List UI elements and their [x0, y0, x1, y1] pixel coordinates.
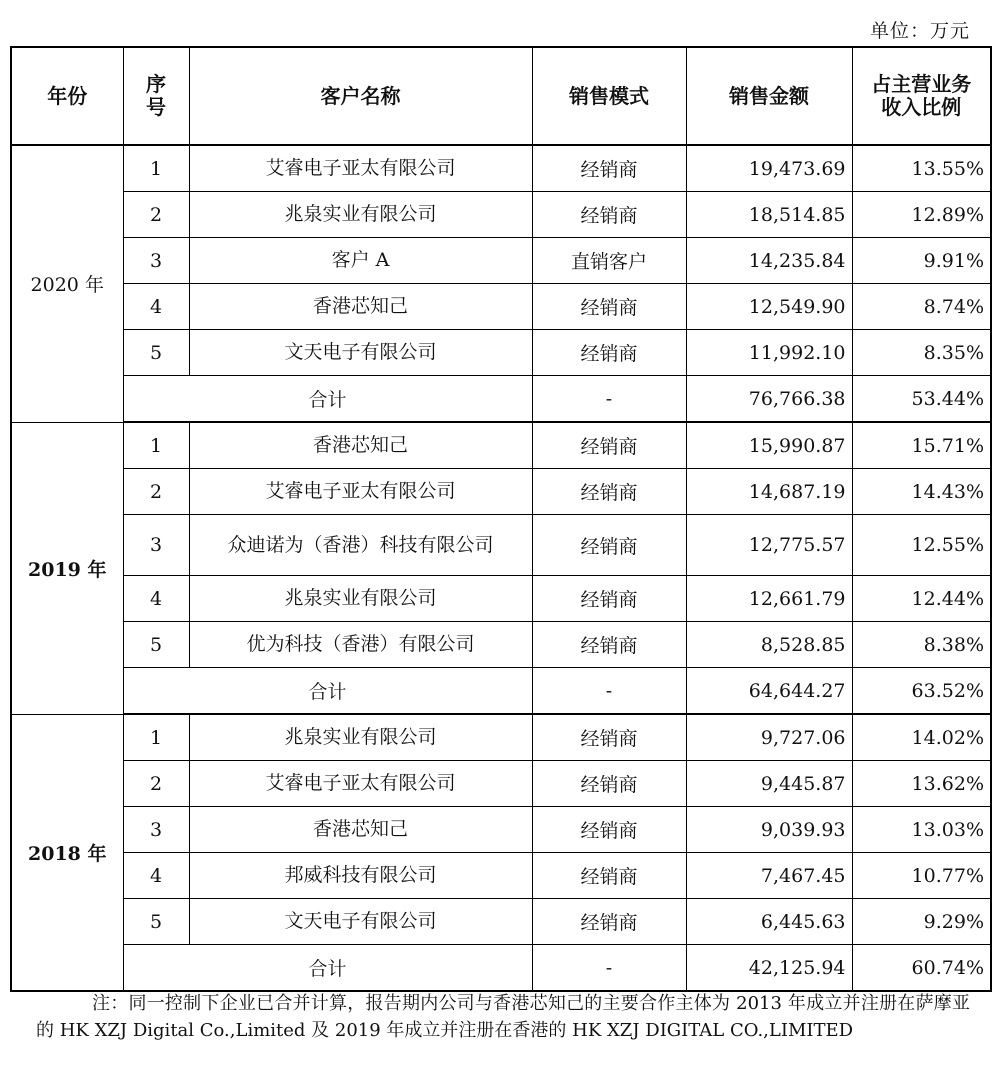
ratio-cell: 12.89% [852, 192, 991, 238]
customer-cell: 香港芯知己 [189, 807, 532, 853]
customer-cell: 艾睿电子亚太有限公司 [189, 145, 532, 192]
seq-cell: 1 [123, 145, 189, 192]
table-row [11, 238, 991, 284]
amount-cell: 6,445.63 [686, 899, 852, 945]
seq-cell: 3 [123, 238, 189, 284]
footnote: 注：同一控制下企业已合并计算，报告期内公司与香港芯知己的主要合作主体为 2013 年成立并注册在萨摩亚的 HK XZJ Digital Co.,Limited 及 2019 年成立并注册在香港的 HK XZJ DIGITAL CO.,LIMITED [36, 993, 970, 1041]
total-label: 合计 [123, 668, 532, 715]
total-amount: 42,125.94 [686, 945, 852, 992]
customer-cell: 艾睿电子亚太有限公司 [189, 761, 532, 807]
table-row [11, 576, 991, 622]
total-row [11, 945, 991, 992]
ratio-cell: 13.62% [852, 761, 991, 807]
amount-cell: 19,473.69 [686, 145, 852, 192]
amount-cell: 9,039.93 [686, 807, 852, 853]
top-customers-table [10, 46, 992, 992]
table-row [11, 469, 991, 515]
total-label: 合计 [123, 945, 532, 992]
seq-cell: 2 [123, 761, 189, 807]
ratio-cell: 13.03% [852, 807, 991, 853]
ratio-cell: 15.71% [852, 422, 991, 469]
table-row [11, 899, 991, 945]
customer-cell: 香港芯知己 [189, 284, 532, 330]
ratio-cell: 12.55% [852, 515, 991, 576]
table-row [11, 192, 991, 238]
amount-cell: 11,992.10 [686, 330, 852, 376]
amount-cell: 12,775.57 [686, 515, 852, 576]
total-ratio: 53.44% [852, 376, 991, 423]
seq-cell: 5 [123, 899, 189, 945]
ratio-cell: 9.91% [852, 238, 991, 284]
table-row [11, 761, 991, 807]
mode-cell: 经销商 [532, 899, 686, 945]
header-ratio: 占主营业务收入比例 [852, 47, 991, 145]
amount-cell: 9,445.87 [686, 761, 852, 807]
seq-cell: 1 [123, 422, 189, 469]
mode-cell: 经销商 [532, 145, 686, 192]
table-row [11, 145, 991, 192]
amount-cell: 12,549.90 [686, 284, 852, 330]
mode-cell: 经销商 [532, 807, 686, 853]
mode-cell: 经销商 [532, 761, 686, 807]
amount-cell: 14,687.19 [686, 469, 852, 515]
amount-cell: 18,514.85 [686, 192, 852, 238]
seq-cell: 2 [123, 469, 189, 515]
total-mode: - [532, 376, 686, 423]
ratio-cell: 14.02% [852, 714, 991, 761]
seq-cell: 4 [123, 576, 189, 622]
year-cell: 2020 年 [11, 145, 123, 422]
amount-cell: 9,727.06 [686, 714, 852, 761]
ratio-cell: 14.43% [852, 469, 991, 515]
total-label: 合计 [123, 376, 532, 423]
ratio-cell: 8.74% [852, 284, 991, 330]
mode-cell: 经销商 [532, 853, 686, 899]
header-amount: 销售金额 [686, 47, 852, 145]
seq-cell: 5 [123, 330, 189, 376]
header-row [11, 47, 991, 145]
amount-cell: 7,467.45 [686, 853, 852, 899]
mode-cell: 经销商 [532, 515, 686, 576]
total-amount: 64,644.27 [686, 668, 852, 715]
mode-cell: 经销商 [532, 192, 686, 238]
total-row [11, 668, 991, 715]
customer-cell: 香港芯知己 [189, 422, 532, 469]
total-mode: - [532, 945, 686, 992]
mode-cell: 经销商 [532, 576, 686, 622]
seq-cell: 3 [123, 807, 189, 853]
total-amount: 76,766.38 [686, 376, 852, 423]
header-mode: 销售模式 [532, 47, 686, 145]
customer-cell: 客户 A [189, 238, 532, 284]
customer-cell: 邦威科技有限公司 [189, 853, 532, 899]
customer-cell: 文天电子有限公司 [189, 899, 532, 945]
mode-cell: 直销客户 [532, 238, 686, 284]
seq-cell: 2 [123, 192, 189, 238]
seq-cell: 3 [123, 515, 189, 576]
seq-cell: 1 [123, 714, 189, 761]
mode-cell: 经销商 [532, 284, 686, 330]
table-row [11, 330, 991, 376]
ratio-cell: 12.44% [852, 576, 991, 622]
ratio-cell: 9.29% [852, 899, 991, 945]
customer-cell: 优为科技（香港）有限公司 [189, 622, 532, 668]
table-row [11, 807, 991, 853]
header-seq: 序号 [123, 47, 189, 145]
ratio-cell: 8.35% [852, 330, 991, 376]
amount-cell: 12,661.79 [686, 576, 852, 622]
year-cell: 2019 年 [11, 422, 123, 714]
ratio-cell: 8.38% [852, 622, 991, 668]
year-cell: 2018 年 [11, 714, 123, 991]
table-row [11, 714, 991, 761]
seq-cell: 5 [123, 622, 189, 668]
table-row [11, 422, 991, 469]
table-row [11, 515, 991, 576]
customer-cell: 兆泉实业有限公司 [189, 576, 532, 622]
unit-label: 单位：万元 [869, 20, 970, 42]
ratio-cell: 13.55% [852, 145, 991, 192]
customer-cell: 文天电子有限公司 [189, 330, 532, 376]
table-row [11, 284, 991, 330]
seq-cell: 4 [123, 853, 189, 899]
customer-cell: 兆泉实业有限公司 [189, 192, 532, 238]
total-ratio: 63.52% [852, 668, 991, 715]
mode-cell: 经销商 [532, 330, 686, 376]
mode-cell: 经销商 [532, 714, 686, 761]
table-row [11, 853, 991, 899]
table-row [11, 622, 991, 668]
total-ratio: 60.74% [852, 945, 991, 992]
total-mode: - [532, 668, 686, 715]
mode-cell: 经销商 [532, 422, 686, 469]
amount-cell: 8,528.85 [686, 622, 852, 668]
mode-cell: 经销商 [532, 469, 686, 515]
header-customer: 客户名称 [189, 47, 532, 145]
total-row [11, 376, 991, 423]
amount-cell: 15,990.87 [686, 422, 852, 469]
customer-cell: 艾睿电子亚太有限公司 [189, 469, 532, 515]
mode-cell: 经销商 [532, 622, 686, 668]
ratio-cell: 10.77% [852, 853, 991, 899]
customer-cell: 兆泉实业有限公司 [189, 714, 532, 761]
customer-cell: 众迪诺为（香港）科技有限公司 [189, 515, 532, 576]
header-year: 年份 [11, 47, 123, 145]
amount-cell: 14,235.84 [686, 238, 852, 284]
seq-cell: 4 [123, 284, 189, 330]
